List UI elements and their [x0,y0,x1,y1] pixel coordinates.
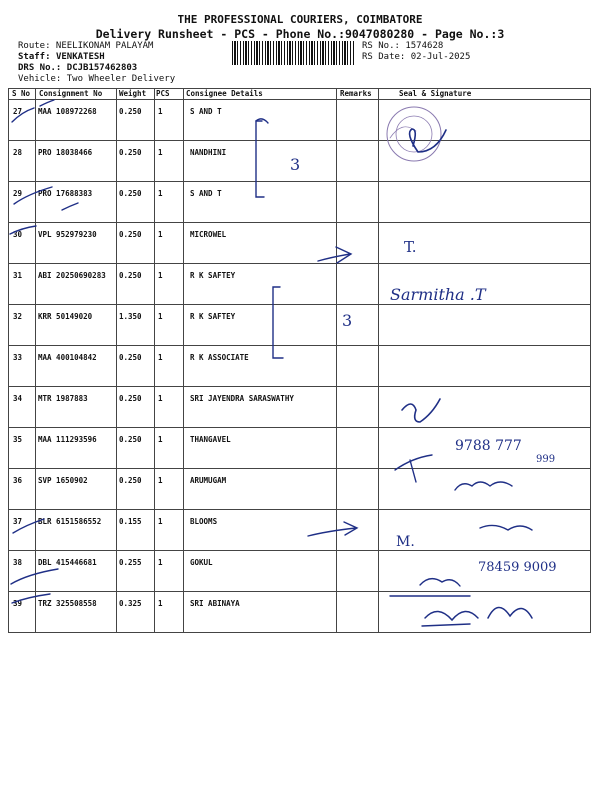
cell-pcs: 1 [158,230,163,239]
rs-date: RS Date: 02-Jul-2025 [362,52,471,62]
cell-pcs: 1 [158,189,163,198]
phone-row-35: 9788 777 [455,438,522,454]
cell-weight: 0.250 [119,271,142,280]
cell-consignee: S AND T [190,107,222,116]
runsheet-title: Delivery Runsheet - PCS - Phone No.:9047080280 - Page No.:3 [95,27,505,41]
cell-consignment-no: BLR 6151586552 [38,517,102,526]
cell-consignee: MICROWEL [190,230,227,239]
cell-pcs: 1 [158,476,163,485]
cell-consignee: S AND T [190,189,222,198]
header-consignment-no: Consignment No [39,89,103,98]
cell-weight: 0.250 [119,107,142,116]
cell-weight: 0.250 [119,189,142,198]
cell-weight: 0.250 [119,394,142,403]
cell-consignment-no: VPL 952979230 [38,230,97,239]
cell-pcs: 1 [158,353,163,362]
cell-consignment-no: PRO 17688383 [38,189,93,198]
cell-consignee: GOKUL [190,558,213,567]
cell-sno: 34 [13,394,23,403]
cell-consignment-no: TRZ 325508558 [38,599,97,608]
cell-sno: 39 [13,599,23,608]
bracket-count: 3 [290,155,301,174]
signature-row-37-name: M. [396,534,415,550]
route-text: Route: NEELIKONAM PALAYAM [18,41,154,51]
table-row [0,140,600,181]
cell-weight: 1.350 [119,312,142,321]
cell-consignee: SRI JAYENDRA SARASWATHY [190,394,294,403]
cell-pcs: 1 [158,435,163,444]
table-row [0,468,600,509]
cell-consignment-no: KRR 50149020 [38,312,93,321]
drs-label: DRS No.: [18,63,62,73]
header-weight: Weight [119,89,147,98]
header-pcs: PCS [156,89,170,98]
table-row [0,427,600,468]
cell-pcs: 1 [158,312,163,321]
row-divider [8,632,591,633]
barcode-image [232,41,354,65]
cell-consignment-no: MAA 111293596 [38,435,97,444]
cell-sno: 30 [13,230,23,239]
cell-consignee: ARUMUGAM [190,476,227,485]
cell-sno: 29 [13,189,23,198]
bracket-count: 3 [342,311,353,330]
cell-consignee: SRI ABINAYA [190,599,240,608]
drs-value: DCJB157462803 [66,63,138,73]
header-sno: S No [12,89,31,98]
rs-number: RS No.: 1574628 [362,41,444,51]
cell-sno: 38 [13,558,23,567]
staff-line [18,52,105,62]
cell-consignment-no: MTR 1987883 [38,394,88,403]
table-row [0,304,600,345]
cell-weight: 0.325 [119,599,142,608]
cell-sno: 37 [13,517,23,526]
cell-sno: 31 [13,271,23,280]
cell-consignment-no: DBL 415446681 [38,558,97,567]
cell-sno: 36 [13,476,23,485]
cell-pcs: 1 [158,148,163,157]
cell-consignee: THANGAVEL [190,435,231,444]
header-consignee-details: Consignee Details [186,89,263,98]
cell-pcs: 1 [158,271,163,280]
staff-label: Staff: [18,52,51,62]
cell-pcs: 1 [158,107,163,116]
table-row [0,263,600,304]
cell-consignee: NANDHINI [190,148,227,157]
cell-consignee: R K ASSOCIATE [190,353,249,362]
phone-row-38: 78459 9009 [478,560,557,575]
cell-pcs: 1 [158,517,163,526]
signature-row-30: T. [404,238,417,256]
cell-consignment-no: SVP 1650902 [38,476,88,485]
cell-weight: 0.250 [119,435,142,444]
table-row [0,99,600,140]
cell-weight: 0.250 [119,230,142,239]
company-name: THE PROFESSIONAL COURIERS, COIMBATORE [177,13,423,26]
cell-weight: 0.250 [119,148,142,157]
header-seal-signature: Seal & Signature [399,89,472,98]
table-row [0,591,600,632]
cell-consignment-no: MAA 108972268 [38,107,97,116]
staff-value: VENKATESH [55,52,105,62]
cell-sno: 35 [13,435,23,444]
table-row [0,345,600,386]
cell-weight: 0.155 [119,517,142,526]
cell-pcs: 1 [158,394,163,403]
cell-consignee: R K SAFTEY [190,271,236,280]
vehicle-text: Vehicle: Two Wheeler Delivery [18,74,176,84]
cell-sno: 27 [13,107,23,116]
cell-weight: 0.250 [119,353,142,362]
cell-consignment-no: PRO 18038466 [38,148,93,157]
cell-sno: 33 [13,353,23,362]
table-row [0,550,600,591]
signature-row-32: Sarmitha .T [390,285,486,304]
table-row [0,386,600,427]
table-row [0,222,600,263]
drs-line [18,63,137,73]
cell-consignee: BLOOMS [190,517,218,526]
cell-weight: 0.250 [119,476,142,485]
cell-pcs: 1 [158,558,163,567]
cell-sno: 32 [13,312,23,321]
table-row [0,181,600,222]
cell-weight: 0.255 [119,558,142,567]
table-row [0,509,600,550]
cell-pcs: 1 [158,599,163,608]
cell-consignment-no: MAA 400104842 [38,353,97,362]
cell-consignment-no: ABI 20250690283 [38,271,106,280]
cell-sno: 28 [13,148,23,157]
cell-consignee: R K SAFTEY [190,312,236,321]
header-remarks: Remarks [340,89,372,98]
phone-row-35-suffix: 999 [536,454,556,465]
